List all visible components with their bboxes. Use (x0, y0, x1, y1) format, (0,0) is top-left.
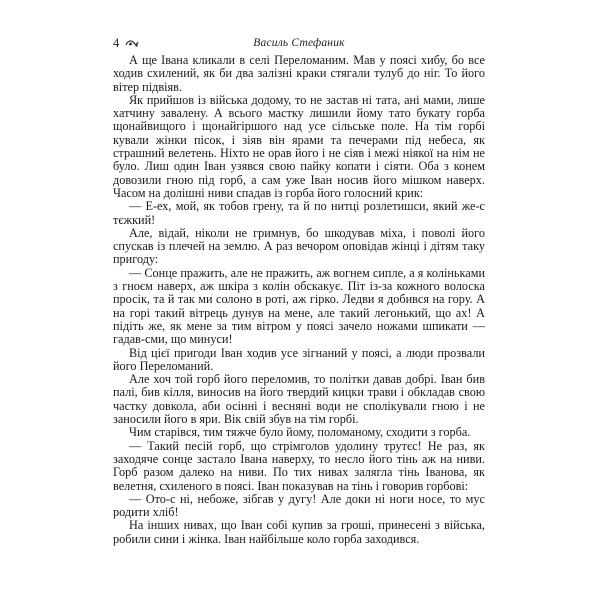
paragraph: — Ото-с ні, небоже, зібгав у дугу! Але доки ні ноги носе, то мус родити хліб! (113, 491, 485, 520)
page-number: 4 (113, 36, 120, 50)
paragraph: Як прийшов із війська додому, то не застав ні тата, ані мами, лише хатчину завалену. А всього мастку лишили йому тато букату горба щонайвищого і щонайгіршого над усе сільське поле. На тім горбі кували жінки пісок, і зіяв він ярами та печерами під небеса, як страшний велетень. Ніхто не орав його і не сіяв і межі ніякої на нім не було. Лиш один Іван узявся свою пайку копати і сіяти. Оба з конем довозили гною під горб, а сам уже Іван носив його мішком наверх. Часом на долішні ниви спадав із горба його голосний крик: (113, 92, 485, 200)
book-page (113, 34, 485, 590)
paragraph: Від цієї пригоди Іван ходив усе зігнаний у поясі, а люди прозвали його Переломаний. (113, 345, 485, 373)
paragraph: Чим старівся, тим тяжче було йому, поломаному, сходити з горба. (129, 425, 471, 440)
paragraph: На інших нивах, що Іван собі купив за гроші, принесені з війська, робили сини і жінка. Іван найбільше коло горба заходився. (113, 518, 485, 546)
paragraph: Але хоч той горб його переломив, то політки давав добрі. Іван бив палі, бив кілля, виносив на його твердий кицки трави і обкладав свою частку довкола, аби осінні і весняні води не сполікували гною і не заносили його в яри. Вік свій збув на тім горбі. (113, 372, 485, 427)
paragraph: — Такий песій горб, що стрімголов удолину трутєс! Не раз, як заходяче сонце застало Івана наверху, то несло його тінь аж на ниви. Горб разом далеко на ниви. По тих нивах залягла тінь Іванова, як велетня, схиленого в поясі. Іван показував на тінь і говорив горбові: (113, 438, 485, 493)
paragraph: А ще Івана кликали в селі Переломаним. Мав у поясі хибу, бо все ходив схилений, як би два залізні краки стягали тулуб до ніг. То його вітер підвіяв. (113, 53, 485, 94)
paragraph: — Сонце пражить, але не пражить, аж вогнем сипле, а я коліньками з гноєм наверх, аж шкіра з колін обскакує. Піт із-за кожного волоска просік, та й так ми солоно в роті, аж гірко. Ледви я добився на гору. А на горі такий вітрець дунув на мене, але такий легонький, що ах! А підіть же, як мене за тим вітром у поясі зачело ножами шпикати — гадав-сми, що минуси! (113, 265, 485, 347)
paragraph: — Е-ех, мой, як тобов грену, та й по нитці розлетишси, який же-с тєжкий! (113, 199, 485, 227)
page-header (113, 34, 485, 54)
text-body (113, 54, 485, 546)
paragraph: Але, відай, ніколи не гримнув, бо шкодував міха, і поволі його спускав із плечей на землю. А раз вечором оповідав жінці і дітям таку пригоду: (113, 225, 485, 267)
running-title: Василь Стефаник (253, 37, 345, 49)
